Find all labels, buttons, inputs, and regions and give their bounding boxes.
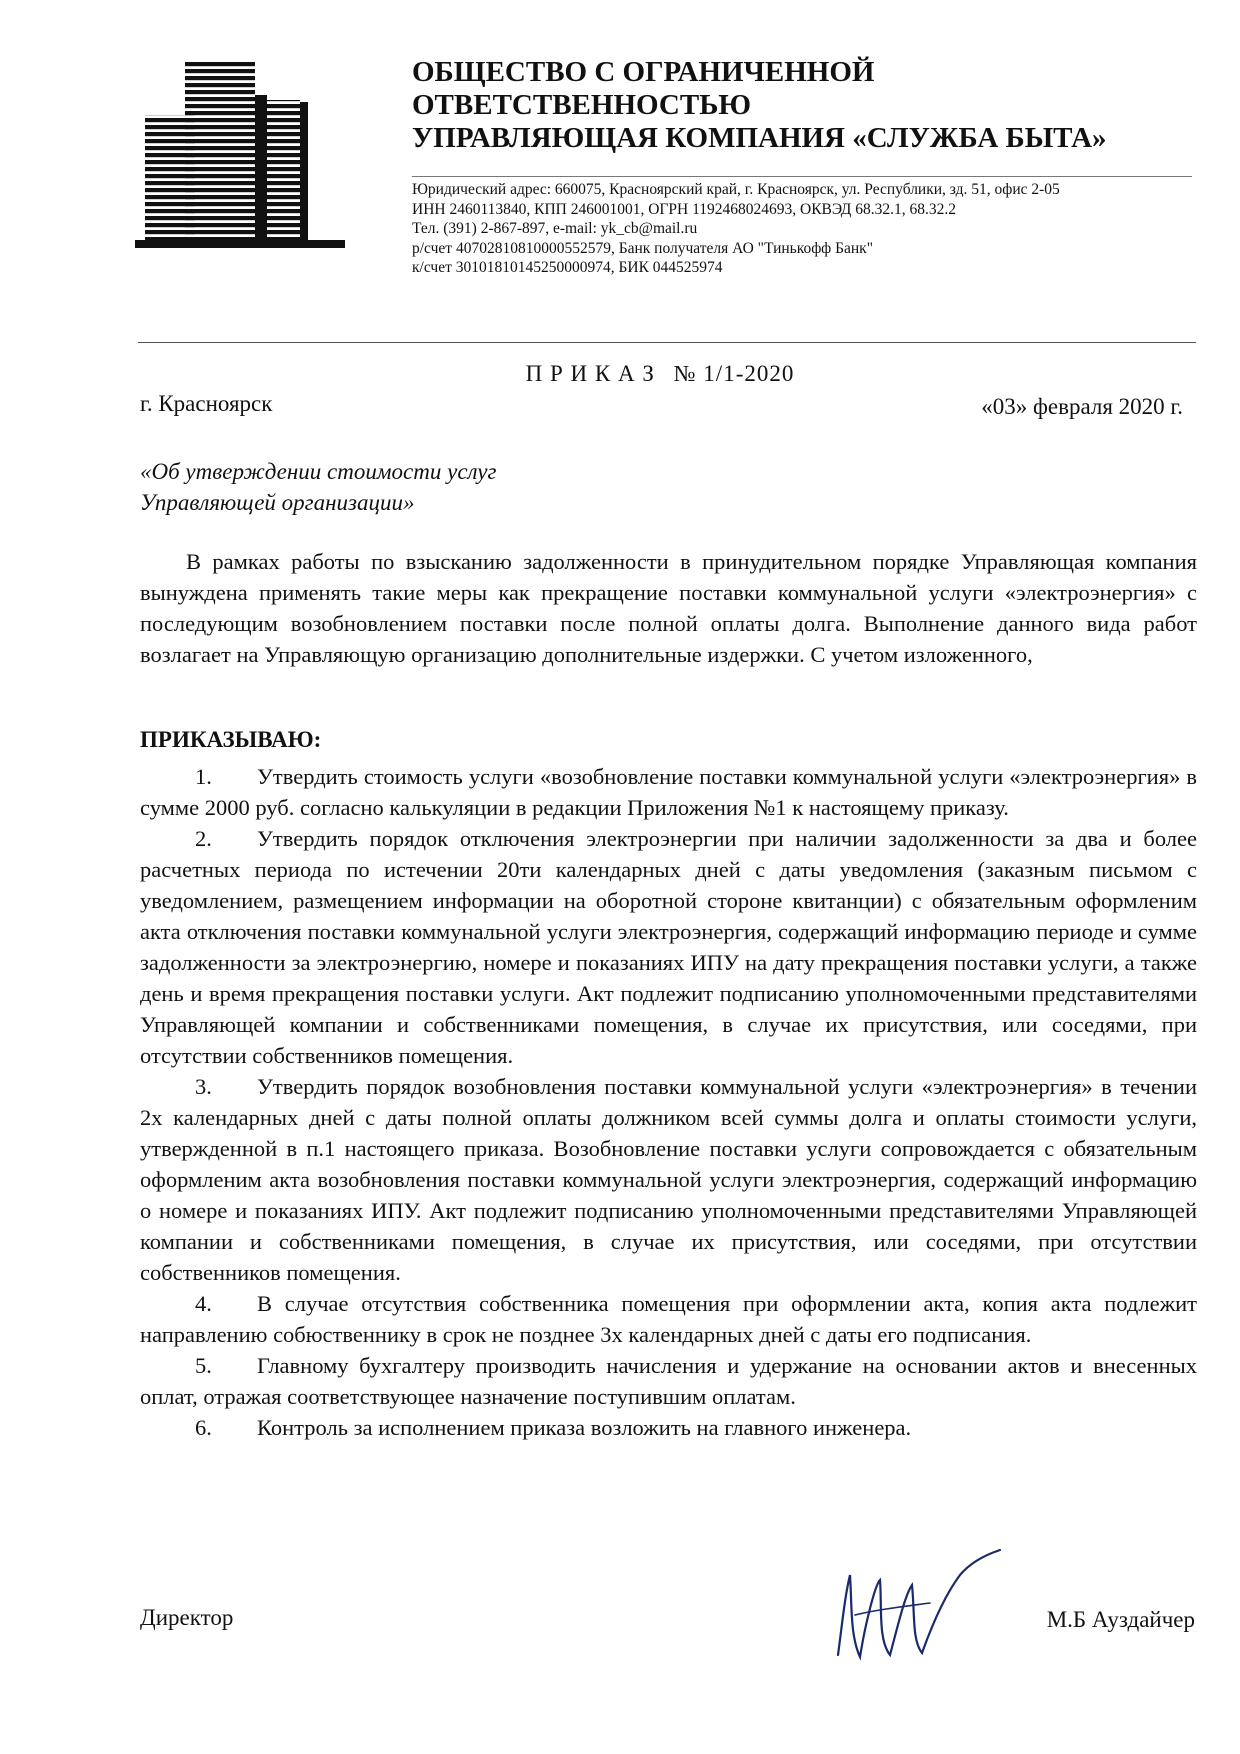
subject-line: Управляющей организации» [140, 490, 415, 515]
item-number: 2. [195, 826, 212, 851]
order-item [140, 1288, 1197, 1350]
company-name-block [412, 56, 1192, 155]
order-item [140, 761, 1197, 823]
item-number: 6. [195, 1415, 212, 1440]
order-date: «03» февраля 2020 г. [981, 394, 1183, 419]
company-name-line: ОТВЕТСТВЕННОСТЬЮ [412, 89, 752, 121]
order-item [140, 1412, 1197, 1443]
requisite-line: ИНН 2460113840, КПП 246001001, ОГРН 1192468024693, ОКВЭД 68.32.1, 68.32.2 [412, 200, 956, 218]
company-name-line: ОБЩЕСТВО С ОГРАНИЧЕННОЙ [412, 56, 875, 88]
requisite-line: Юридический адрес: 660075, Красноярский край, г. Красноярск, ул. Республики, зд. 51, офис 2-05 [412, 181, 1060, 198]
item-text: Утвердить стоимость услуги «возобновление поставки коммунальной услуги «электроэнергия» в сумме 2000 руб. согласно калькуляции в редакции Приложения №1 к настоящему приказу. [140, 764, 1197, 820]
item-text: Контроль за исполнением приказа возложить на главного инженера. [257, 1415, 912, 1440]
item-text: Утвердить порядок возобновления поставки коммунальной услуги «электроэнергия» в течении 2х календарных дней с даты полной оплаты должником всей суммы долга и оплаты стоимости услуги, утвержденной в п.1 настоящего приказа. Возобновление поставки услуги сопровождается с обязательным оформленим акта возобновления поставки коммунальной услуги электроэнергия, содержащий информацию о номере и показаниях ИПУ. Акт подлежит подписанию уполномоченными представителями Управляющей компании и собственниками помещения, в случае их присутствия, или соседями, при отсутствии собственников помещения. [140, 1074, 1197, 1285]
order-item [140, 823, 1197, 1071]
order-subject [140, 456, 496, 518]
order-title-word: П Р И К А З [525, 361, 655, 386]
company-name-line: УПРАВЛЯЮЩАЯ КОМПАНИЯ «СЛУЖБА БЫТА» [412, 122, 1107, 154]
subject-line: «Об утверждении стоимости услуг [140, 459, 497, 484]
item-number: 3. [195, 1074, 212, 1099]
order-city: г. Красноярск [140, 391, 273, 416]
requisite-line: Тел. (391) 2-867-897, e-mail: yk_cb@mail.ru [412, 220, 698, 237]
signer-position: Директор [140, 1605, 234, 1630]
item-text: Утвердить порядок отключения электроэнергии при наличии задолженности за два и более расчетных периода по истечении 20ти календарных дней с даты уведомления (заказным письмом с уведомлением, размещением информации на оборотной стороне квитанции) с обязательным оформленим акта отключения поставки коммунальной услуги электроэнергия, содержащий информацию периоде и сумме задолженности за электроэнергию, номере и показаниях ИПУ на дату прекращения поставки услуги, а также день и время прекращения поставки услуги. Акт подлежит подписанию уполномоченными представителями Управляющей компании и собственниками помещения, в случае их присутствия, или соседями, при отсутствии собственников помещения. [140, 826, 1197, 1068]
item-text: В случае отсутствия собственника помещения при оформлении акта, копия акта подлежит направлению собюственнику в срок не позднее 3х календарных дней с даты его подписания. [140, 1291, 1197, 1347]
order-item [140, 1350, 1197, 1412]
handwritten-signature [820, 1545, 1010, 1665]
signer-name: М.Б Ауздайчер [1046, 1607, 1195, 1632]
item-number: 5. [195, 1353, 212, 1378]
company-logo [135, 55, 345, 285]
intro-paragraph: В рамках работы по взысканию задолженности в принудительном порядке Управляющая компания вынуждена применять такие меры как прекращение поставки коммунальной услуги «электроэнергия» с последующим возобновлением поставки после полной оплаты долга. Выполнение данного вида работ возлагает на Управляющую организацию дополнительные издержки. С учетом изложенного, [140, 549, 1197, 667]
requisite-line: к/счет 30101810145250000974, БИК 044525974 [412, 259, 723, 276]
item-number: 1. [195, 764, 212, 789]
order-title [0, 361, 1240, 387]
order-items [140, 761, 1197, 1443]
order-number: № 1/1-2020 [673, 361, 795, 386]
item-number: 4. [195, 1291, 212, 1316]
header-divider [138, 342, 1196, 343]
item-text: Главному бухгалтеру производить начисления и удержание на основании актов и внесенных оплат, отражая соответствующее назначение поступившим оплатам. [140, 1353, 1197, 1409]
order-item [140, 1071, 1197, 1288]
requisite-line: р/счет 40702810810000552579, Банк получателя АО "Тинькофф Банк" [412, 239, 874, 257]
decree-label: ПРИКАЗЫВАЮ: [140, 727, 322, 752]
company-requisites [412, 180, 1202, 278]
company-divider [412, 176, 1192, 177]
